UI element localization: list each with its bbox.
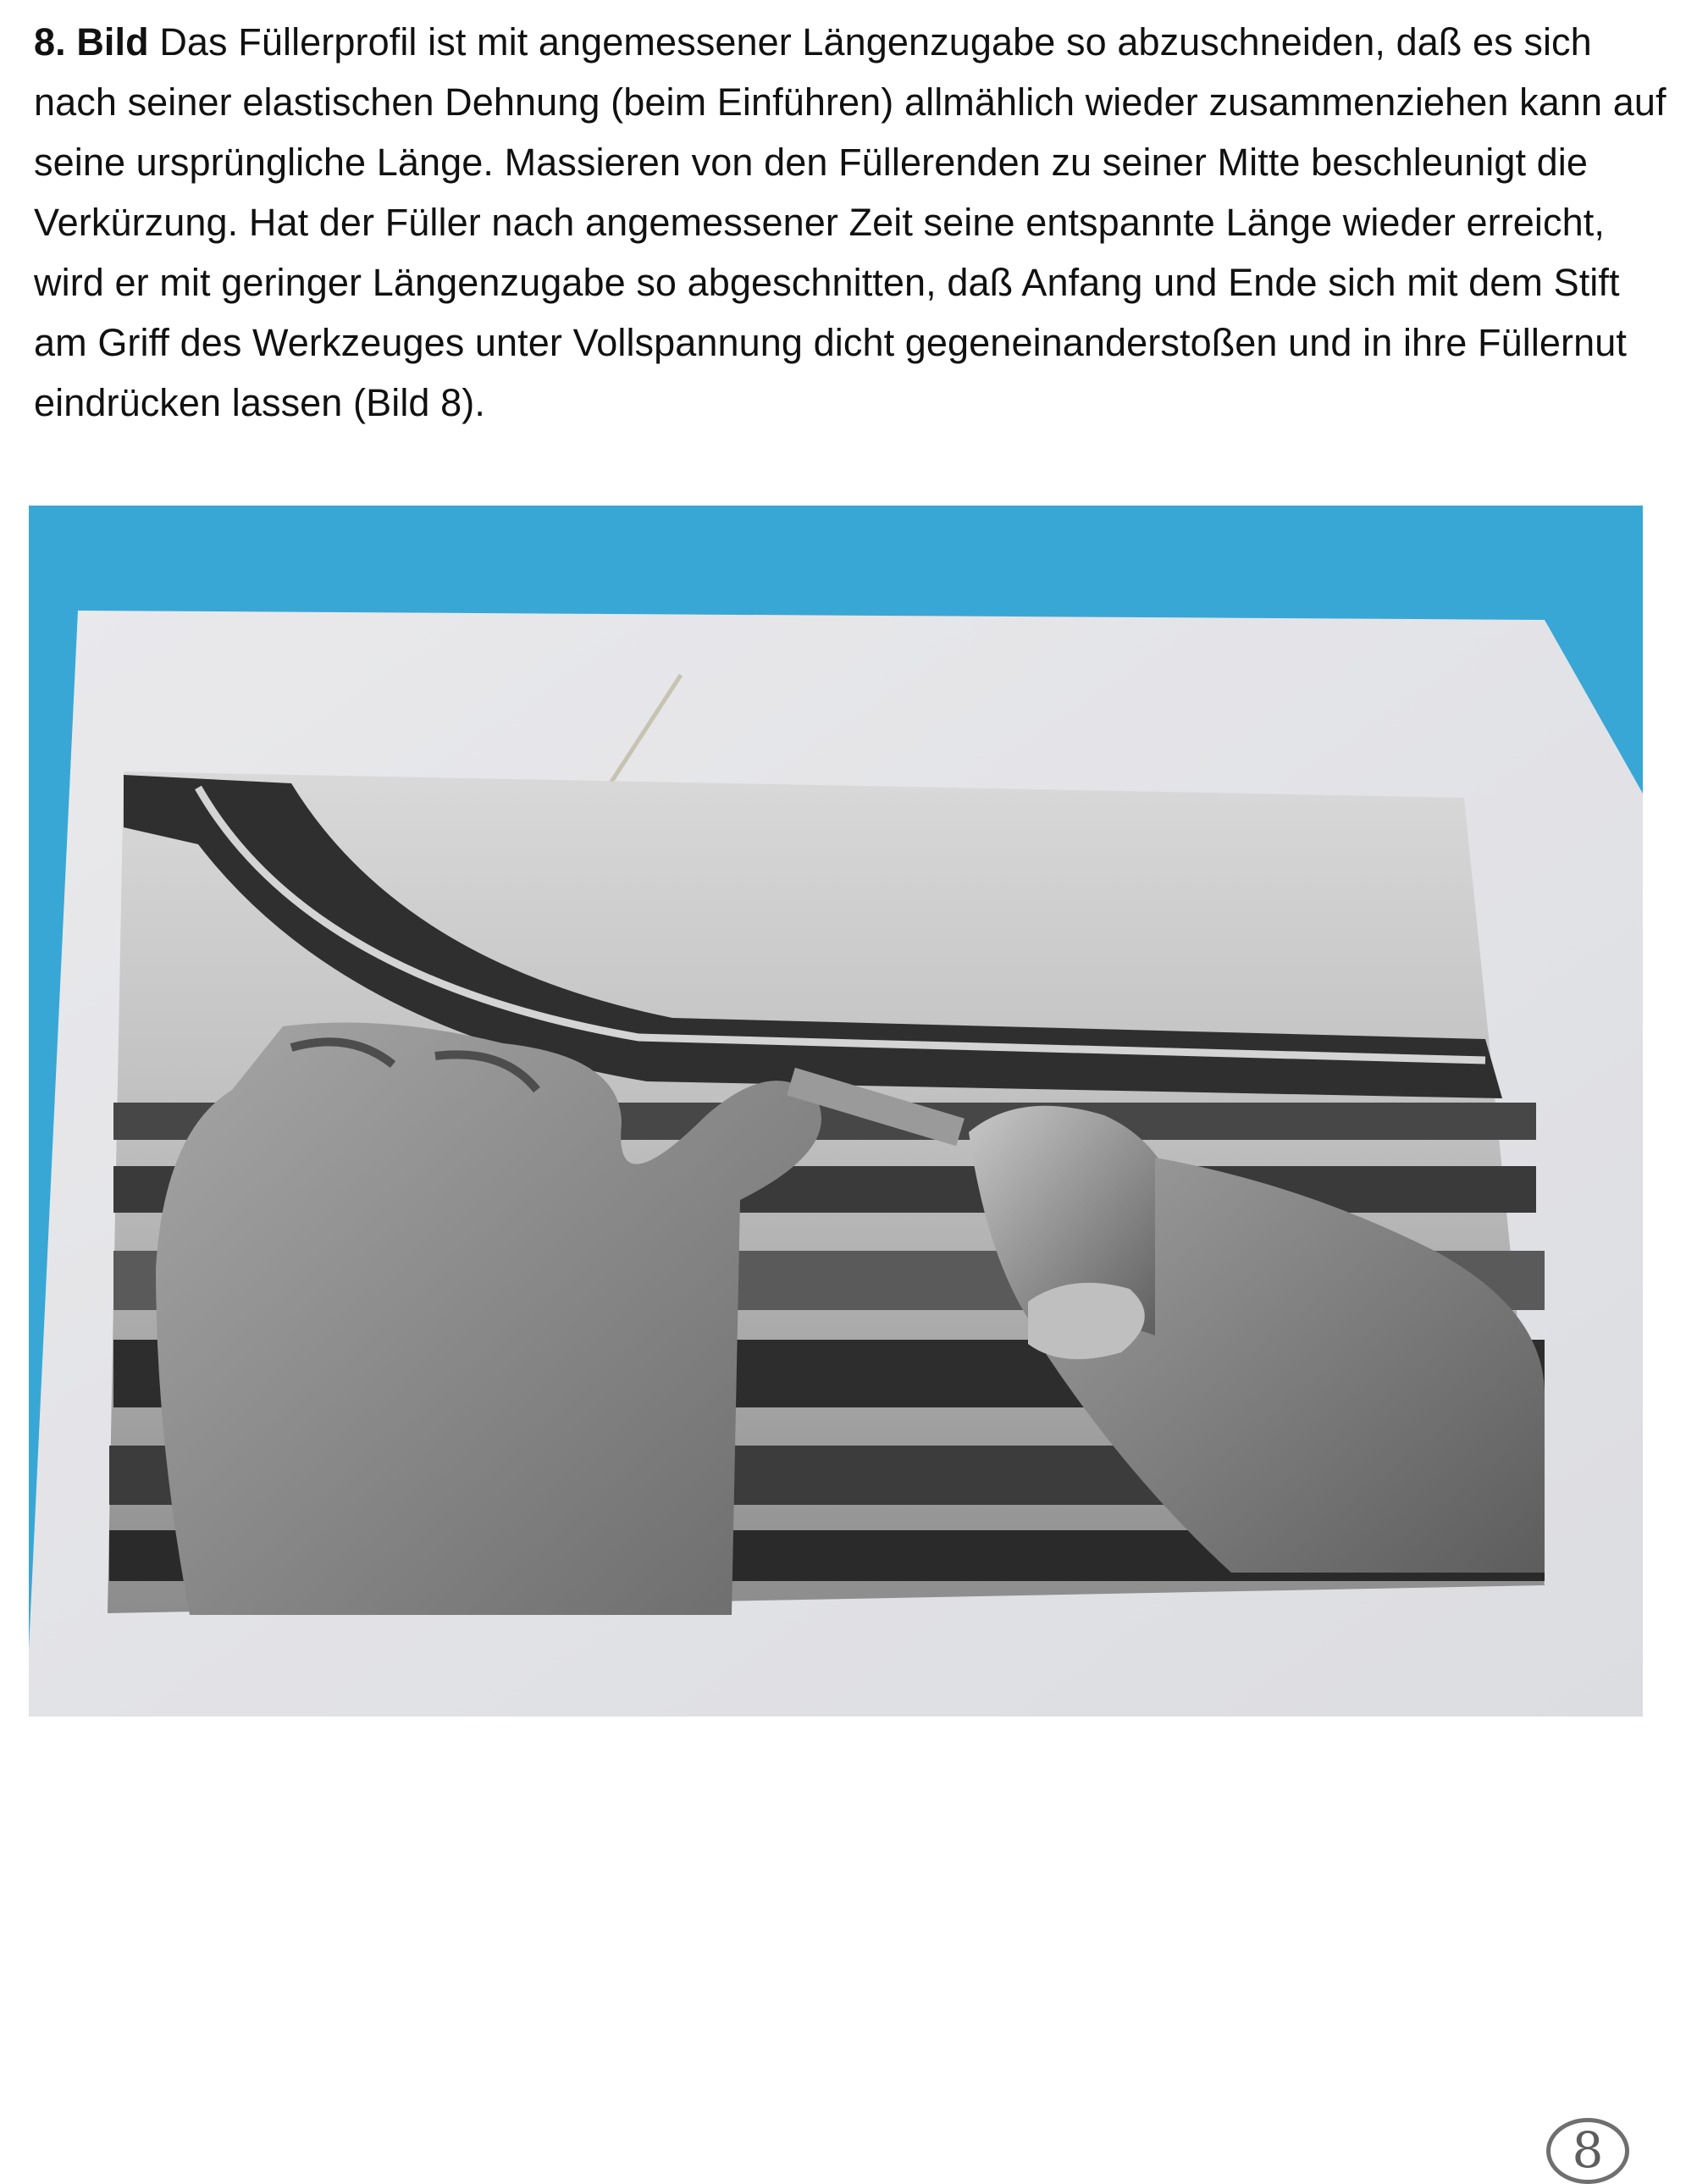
- figure-photo: [29, 506, 1643, 2179]
- figure-reference-heading: 8. Bild: [34, 20, 149, 64]
- figure-number-badge: 8: [1546, 2118, 1629, 2184]
- photo-illustration: [29, 506, 1643, 1717]
- instruction-paragraph: [34, 12, 1677, 433]
- instruction-text: Das Füllerprofil ist mit angemessener Längenzugabe so abzuschneiden, daß es sich nach seiner elastischen Dehnung (beim Einführen) allmählich wieder zusammenziehen kann auf seine ursprüngliche Länge. Massieren von den Füllerenden zu seiner Mitte beschleunigt die Verkürzung. Hat der Füller nach angemessener Zeit seine entspannte Länge wieder erreicht, wird er mit geringer Längenzugabe so abgeschnitten, daß Anfang und Ende sich mit dem Stift am Griff des Werkzeuges unter Vollspannung dicht gegeneinanderstoßen und in ihre Füllernut eindrücken lassen (Bild 8).: [34, 20, 1667, 424]
- left-hand: [156, 1023, 821, 1616]
